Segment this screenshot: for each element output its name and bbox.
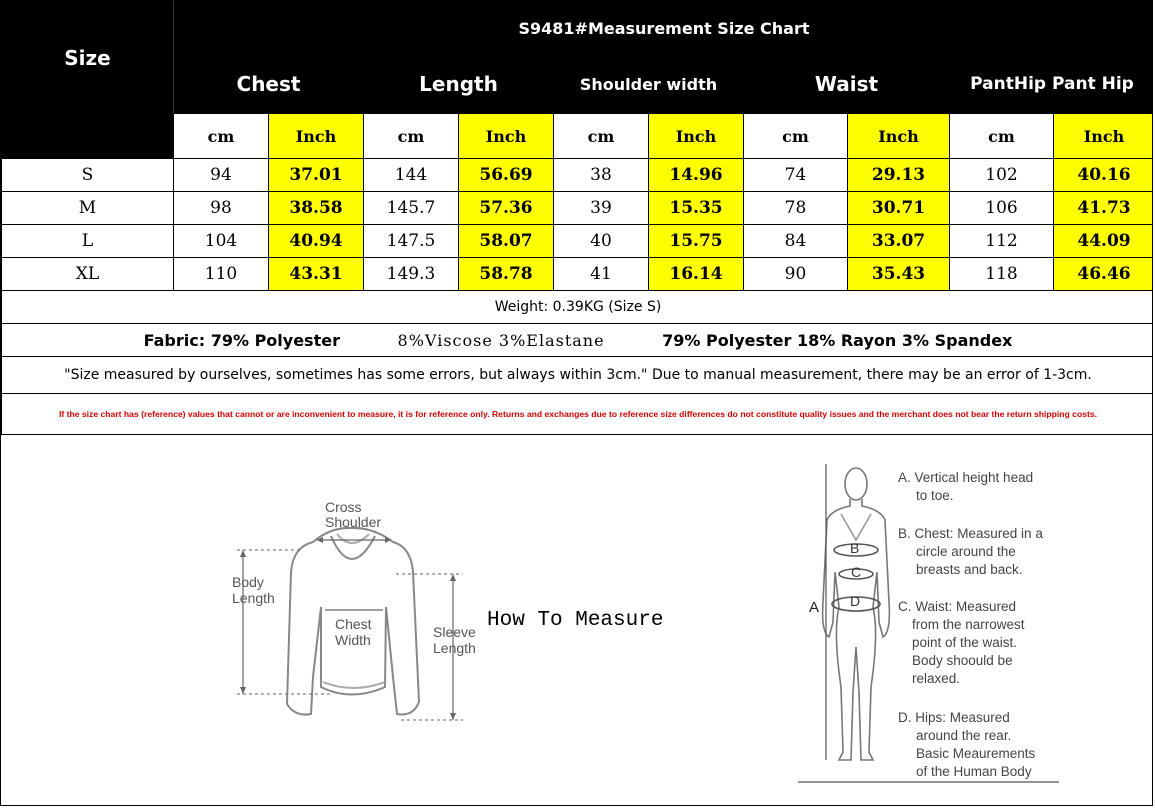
garment-label: Chest	[335, 616, 372, 632]
table-cell: 39	[554, 192, 649, 225]
table-cell: 102	[950, 159, 1054, 192]
table-cell: 46.46	[1054, 258, 1154, 291]
table-cell: 44.09	[1054, 225, 1154, 258]
table-cell: 84	[744, 225, 848, 258]
how-to-measure-title: How To Measure	[487, 609, 664, 632]
body-marker: A	[809, 599, 820, 616]
table-cell: 29.13	[848, 159, 950, 192]
waist-header: Waist	[744, 55, 950, 114]
table-cell: 33.07	[848, 225, 950, 258]
table-cell: 58.78	[459, 258, 554, 291]
table-cell: 30.71	[848, 192, 950, 225]
unit-cm: cm	[364, 114, 459, 159]
table-cell: 16.14	[649, 258, 744, 291]
table-cell: 98	[174, 192, 269, 225]
unit-inch: Inch	[649, 114, 744, 159]
size-header: Size	[2, 2, 174, 114]
guide-line: D. Hips: Measured	[898, 710, 1010, 725]
table-cell: 74	[744, 159, 848, 192]
body-marker: C	[851, 564, 862, 580]
table-cell: 15.35	[649, 192, 744, 225]
garment-label: Width	[335, 632, 371, 648]
unit-cm: cm	[744, 114, 848, 159]
unit-inch: Inch	[459, 114, 554, 159]
table-cell: 145.7	[364, 192, 459, 225]
garment-label: Cross	[325, 499, 362, 515]
guide-line: circle around the	[916, 544, 1016, 559]
size-label: XL	[2, 258, 174, 291]
table-cell: 37.01	[269, 159, 364, 192]
garment-label: Length	[433, 640, 476, 656]
guide-line: relaxed.	[912, 671, 961, 686]
table-cell: 41.73	[1054, 192, 1154, 225]
table-cell: 147.5	[364, 225, 459, 258]
unit-inch: Inch	[269, 114, 364, 159]
fabric-part-3: 79% Polyester 18% Rayon 3% Spandex	[662, 330, 1013, 350]
size-label: S	[2, 159, 174, 192]
unit-inch: Inch	[848, 114, 950, 159]
body-marker: D	[850, 593, 861, 609]
disclaimer-text: If the size chart has (reference) values that cannot or are inconvenient to measure, it is for reference only. Returns and exchanges due to reference size differences do not constitute quality issues and the merchant does not bear the return shipping costs.	[2, 394, 1154, 435]
fabric-part-1: Fabric: 79% Polyester	[143, 330, 340, 350]
table-cell: 40.16	[1054, 159, 1154, 192]
table-cell: 90	[744, 258, 848, 291]
table-row	[2, 258, 1154, 291]
guide-line: of the Human Body	[916, 764, 1032, 779]
size-header-spacer	[2, 114, 174, 159]
table-cell: 112	[950, 225, 1054, 258]
guide-c	[898, 598, 1073, 688]
garment-label: Shoulder	[325, 514, 382, 530]
table-cell: 104	[174, 225, 269, 258]
table-cell: 40	[554, 225, 649, 258]
unit-cm: cm	[174, 114, 269, 159]
table-cell: 38	[554, 159, 649, 192]
guide-line: C. Waist: Measured	[898, 599, 1017, 614]
guide-line: breasts and back.	[916, 562, 1023, 577]
garment-label: Sleeve	[433, 624, 476, 640]
table-cell: 57.36	[459, 192, 554, 225]
size-label: L	[2, 225, 174, 258]
table-cell: 118	[950, 258, 1054, 291]
table-row	[2, 159, 1154, 192]
table-row	[2, 225, 1154, 258]
body-marker: B	[850, 540, 860, 556]
table-cell: 40.94	[269, 225, 364, 258]
guide-d	[898, 709, 1073, 781]
guide-line: around the rear.	[916, 728, 1012, 743]
table-row	[2, 192, 1154, 225]
table-cell: 35.43	[848, 258, 950, 291]
table-cell: 110	[174, 258, 269, 291]
table-cell: 144	[364, 159, 459, 192]
table-cell: 38.58	[269, 192, 364, 225]
length-header: Length	[364, 55, 554, 114]
garment-label: Length	[232, 590, 275, 606]
garment-label: Body	[232, 574, 264, 590]
guide-line: Basic Meaurements	[916, 746, 1036, 761]
chest-header: Chest	[174, 55, 364, 114]
table-cell: 14.96	[649, 159, 744, 192]
table-cell: 41	[554, 258, 649, 291]
table-cell: 15.75	[649, 225, 744, 258]
table-cell: 56.69	[459, 159, 554, 192]
table-cell: 43.31	[269, 258, 364, 291]
unit-cm: cm	[950, 114, 1054, 159]
fabric-info	[2, 324, 1154, 357]
guide-line: from the narrowest	[912, 617, 1025, 632]
guide-line: Body shoould be	[912, 653, 1013, 668]
table-cell: 106	[950, 192, 1054, 225]
weight-info: Weight: 0.39KG (Size S)	[2, 291, 1154, 324]
unit-inch: Inch	[1054, 114, 1154, 159]
size-label: M	[2, 192, 174, 225]
measurement-note: "Size measured by ourselves, sometimes has some errors, but always within 3cm." Due to manual measurement, there may be an error of 1-3cm.	[2, 357, 1154, 394]
unit-cm: cm	[554, 114, 649, 159]
size-chart-table	[1, 1, 1153, 435]
guide-line: point of the waist.	[912, 635, 1018, 650]
guide-line: A. Vertical height head	[898, 470, 1034, 485]
guide-line: B. Chest: Measured in a	[898, 526, 1043, 541]
table-cell: 78	[744, 192, 848, 225]
hip-header: PantHip Pant Hip	[950, 55, 1154, 114]
table-cell: 149.3	[364, 258, 459, 291]
table-cell: 94	[174, 159, 269, 192]
guide-a	[898, 469, 1073, 505]
chart-title: S9481#Measurement Size Chart	[174, 2, 1154, 55]
fabric-part-2: 8%Viscose 3%Elastane	[397, 330, 605, 350]
guide-b	[898, 525, 1073, 579]
table-cell: 58.07	[459, 225, 554, 258]
guide-line: to toe.	[916, 488, 954, 503]
shoulder-width-header: Shoulder width	[554, 55, 744, 114]
